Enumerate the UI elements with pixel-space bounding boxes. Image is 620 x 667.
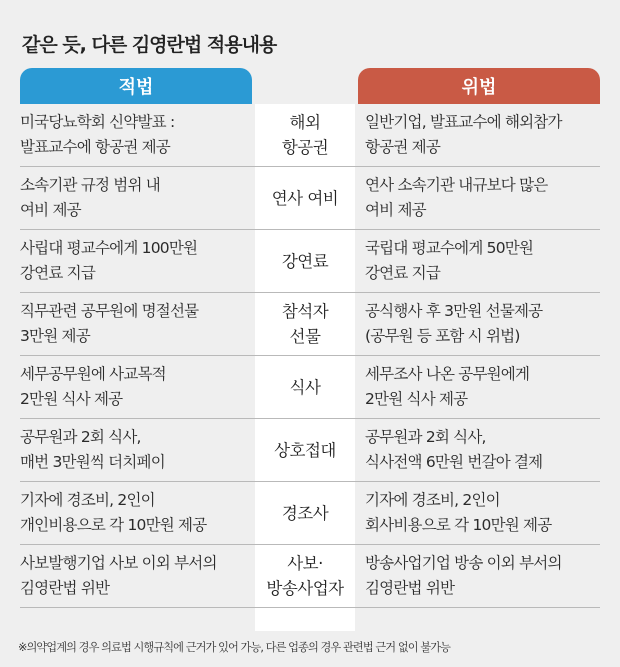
illegal-cell-line: 방송사업기업 방송 이외 부서의: [365, 554, 562, 572]
page-title: 같은 듯, 다른 김영란법 적용내용: [22, 34, 277, 56]
legal-cell: [20, 104, 252, 166]
category-cell-line: 사보·: [287, 554, 323, 573]
illegal-cell-line: 연사 소속기관 내규보다 많은: [365, 176, 548, 194]
category-cell-line: 강연료: [281, 251, 329, 271]
legal-cell-line: 직무관련 공무원에 명절선물: [20, 302, 199, 320]
category-cell-line: 항공권: [281, 138, 329, 157]
legal-cell: [20, 293, 252, 355]
legal-cell: [20, 482, 252, 544]
illegal-cell-line: 기자에 경조비, 2인이: [365, 491, 500, 509]
legal-cell-line: 소속기관 규정 범위 내: [20, 176, 160, 194]
category-cell-line: 상호접대: [274, 440, 336, 460]
legal-cell: [20, 230, 252, 292]
legal-cell-line: 매번 3만원씩 더치페이: [20, 453, 165, 471]
category-cell: [255, 230, 355, 292]
legal-header: 적법: [20, 68, 252, 104]
illegal-cell-line: 항공권 제공: [365, 138, 440, 156]
category-cell: [255, 419, 355, 481]
legal-cell-line: 여비 제공: [20, 201, 81, 219]
legal-cell: [20, 419, 252, 481]
category-cell-line: 참석자: [281, 302, 329, 321]
category-cell-line: 선물: [289, 327, 321, 346]
illegal-cell: [365, 545, 603, 607]
legal-cell-line: 2만원 식사 제공: [20, 390, 123, 408]
legal-cell-line: 세무공무원에 사교목적: [20, 365, 166, 383]
illegal-cell-line: 회사비용으로 각 10만원 제공: [365, 516, 552, 534]
category-cell: [255, 545, 355, 607]
illegal-cell-line: 세무조사 나온 공무원에게: [365, 365, 530, 383]
table-row: [20, 293, 600, 356]
legal-cell-line: 공무원과 2회 식사,: [20, 428, 141, 446]
table-row: [20, 104, 600, 167]
illegal-cell-line: 강연료 지급: [365, 264, 440, 282]
legal-cell-line: 기자에 경조비, 2인이: [20, 491, 155, 509]
table-row: [20, 356, 600, 419]
legal-cell-line: 김영란법 위반: [20, 579, 110, 597]
table-row: [20, 230, 600, 293]
illegal-cell: [365, 104, 603, 166]
illegal-cell: [365, 419, 603, 481]
illegal-cell-line: 김영란법 위반: [365, 579, 455, 597]
illegal-cell-line: 공식행사 후 3만원 선물제공: [365, 302, 543, 320]
table-row: [20, 482, 600, 545]
illegal-cell-line: 2만원 식사 제공: [365, 390, 468, 408]
legal-cell: [20, 167, 252, 229]
category-cell: [255, 293, 355, 355]
illegal-cell: [365, 356, 603, 418]
category-cell: [255, 356, 355, 418]
footnote: ※의약업계의 경우 의료법 시행규칙에 근거가 있어 가능, 다른 업종의 경우 관련법 근거 없이 불가능: [18, 641, 451, 654]
legal-cell-line: 미국당뇨학회 신약발표 :: [20, 113, 175, 131]
illegal-cell: [365, 293, 603, 355]
legal-cell: [20, 545, 252, 607]
legal-cell: [20, 356, 252, 418]
category-cell-line: 방송사업자: [266, 579, 344, 598]
category-cell-line: 해외: [289, 113, 321, 132]
illegal-cell-line: 일반기업, 발표교수에 해외참가: [365, 113, 562, 131]
illegal-cell-line: 국립대 평교수에게 50만원: [365, 239, 534, 257]
illegal-header: 위법: [358, 68, 600, 104]
legal-cell-line: 개인비용으로 각 10만원 제공: [20, 516, 207, 534]
category-cell-line: 식사: [289, 377, 321, 397]
legal-cell-line: 강연료 지급: [20, 264, 95, 282]
illegal-cell-line: 공무원과 2회 식사,: [365, 428, 486, 446]
illegal-cell-line: (공무원 등 포함 시 위법): [365, 327, 520, 345]
category-cell-line: 경조사: [281, 503, 329, 523]
category-cell: [255, 482, 355, 544]
legal-cell-line: 3만원 제공: [20, 327, 90, 345]
legal-cell-line: 사보발행기업 사보 이외 부서의: [20, 554, 217, 572]
legal-cell-line: 발표교수에 항공권 제공: [20, 138, 170, 156]
table-row: [20, 419, 600, 482]
category-cell: [255, 104, 355, 166]
illegal-cell-line: 여비 제공: [365, 201, 426, 219]
category-cell: [255, 167, 355, 229]
illegal-cell: [365, 230, 603, 292]
table-row: [20, 167, 600, 230]
illegal-cell: [365, 482, 603, 544]
table-row: [20, 545, 600, 608]
legal-cell-line: 사립대 평교수에게 100만원: [20, 239, 198, 257]
category-cell-line: 연사 여비: [271, 188, 339, 208]
illegal-cell-line: 식사전액 6만원 번갈아 결제: [365, 453, 543, 471]
illegal-cell: [365, 167, 603, 229]
